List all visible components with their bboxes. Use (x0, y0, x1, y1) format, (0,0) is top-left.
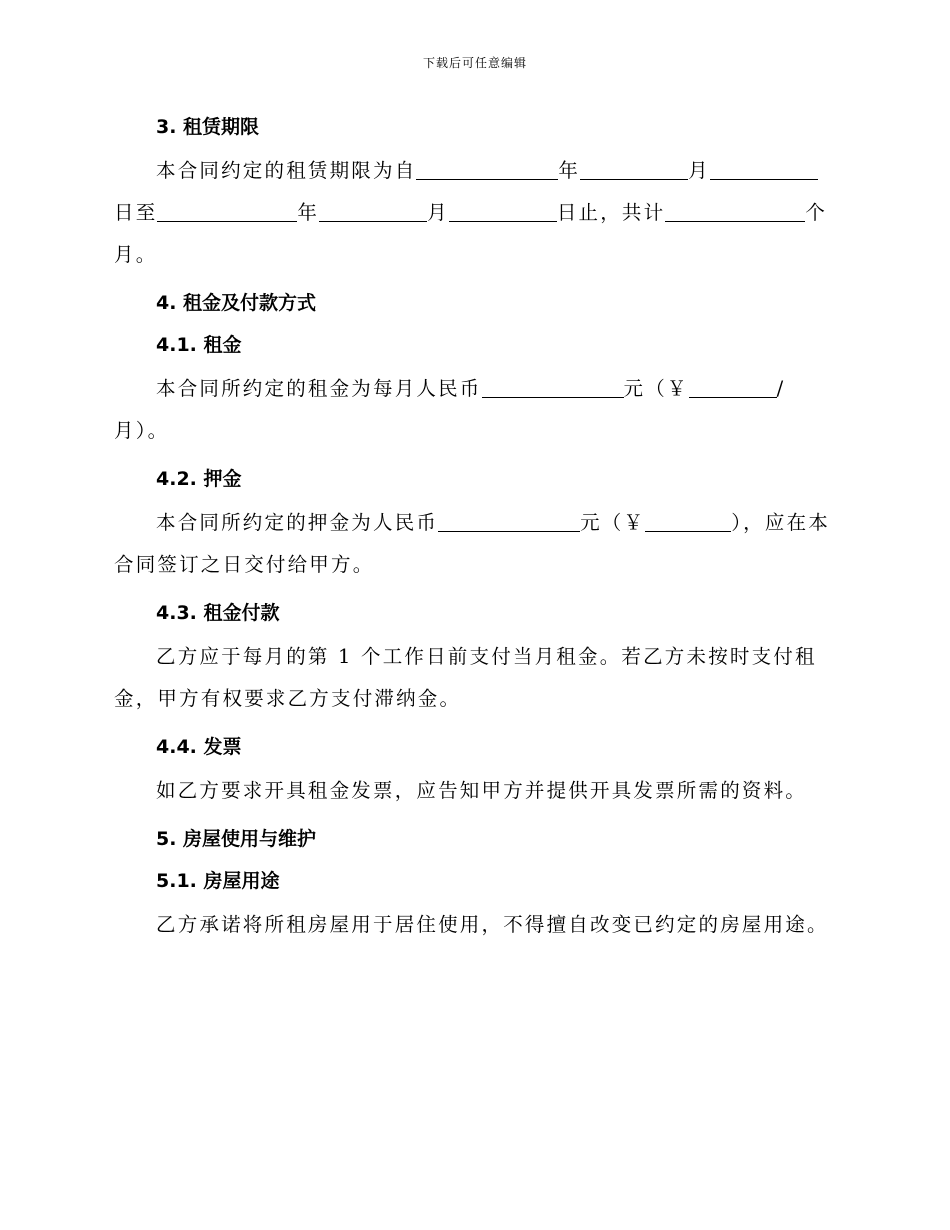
start-year-blank (416, 159, 558, 180)
year-label-2: 年 (297, 201, 320, 224)
end-month-blank (319, 201, 427, 222)
months-unit-label: 个月。 (114, 201, 828, 266)
end-year-blank (157, 201, 297, 222)
section-heading-5-1: 5.1. 房屋用途 (156, 870, 280, 892)
section-heading-4-3: 4.3. 租金付款 (156, 602, 280, 624)
rent-yuan-label: 元（￥ (623, 377, 689, 400)
total-months-blank (665, 201, 805, 222)
section-heading-3: 3. 租赁期限 (156, 116, 260, 138)
rent-numeric-blank (689, 377, 777, 398)
section-heading-5: 5. 房屋使用与维护 (156, 828, 317, 850)
start-month-blank (580, 159, 688, 180)
rent-amount-blank (482, 377, 624, 398)
deposit-paragraph (114, 502, 834, 586)
document-body (114, 112, 834, 946)
section-heading-4-2: 4.2. 押金 (156, 468, 242, 490)
deposit-tail-text: ），应在本合同签订之日交付给甲方。 (114, 511, 830, 576)
rent-payment-paragraph: 乙方应于每月的第 1 个工作日前支付当月租金。若乙方未按时支付租金，甲方有权要求乙方支付滞纳金。 (114, 645, 817, 710)
deposit-text: 本合同所约定的押金为人民币 (156, 511, 439, 534)
lease-term-text: 本合同约定的租赁期限为自 (156, 159, 417, 182)
day-from-label: 日至 (114, 201, 158, 224)
deposit-amount-blank (438, 511, 580, 532)
house-use-paragraph: 乙方承诺将所租房屋用于居住使用，不得擅自改变已约定的房屋用途。 (156, 913, 829, 936)
deposit-yuan-label: 元（￥ (580, 511, 646, 534)
section-heading-4-4: 4.4. 发票 (156, 736, 242, 758)
rent-paragraph (114, 368, 834, 452)
invoice-paragraph: 如乙方要求开具租金发票，应告知甲方并提供开具发票所需的资料。 (156, 779, 808, 802)
section-heading-4-1: 4.1. 租金 (156, 334, 242, 356)
rent-per-month-label: /月）。 (114, 377, 786, 442)
day-to-label: 日止，共计 (556, 201, 666, 224)
year-label: 年 (558, 159, 581, 182)
month-label: 月 (688, 159, 710, 182)
lease-term-paragraph (114, 150, 834, 276)
month-label-2: 月 (427, 201, 449, 224)
end-day-blank (449, 201, 557, 222)
start-day-blank (710, 159, 818, 180)
deposit-numeric-blank (645, 511, 731, 532)
section-heading-4: 4. 租金及付款方式 (156, 292, 317, 314)
rent-text: 本合同所约定的租金为每月人民币 (156, 377, 482, 400)
page-header-note: 下载后可任意编辑 (422, 56, 527, 70)
